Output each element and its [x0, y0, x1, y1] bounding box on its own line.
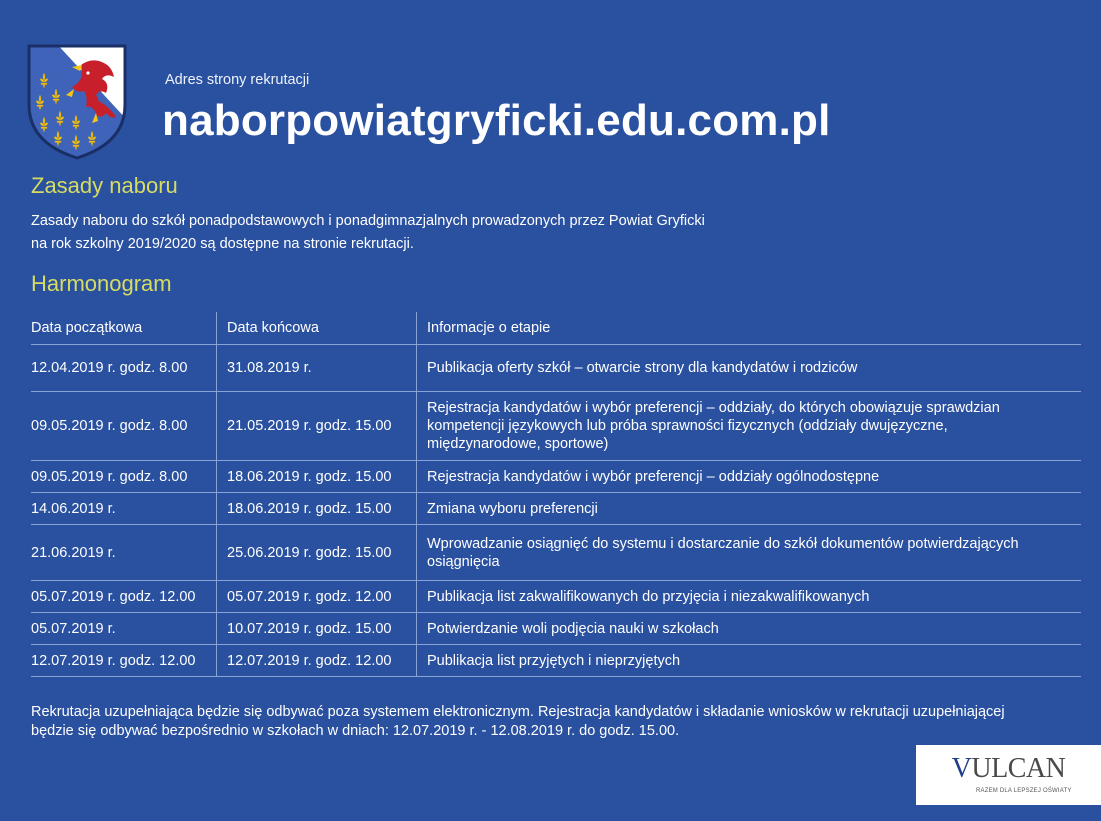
table-row [31, 525, 1081, 581]
table-row [31, 645, 1081, 677]
vulcan-logo [916, 745, 1101, 805]
vulcan-tagline: RAZEM DLA LEPSZEJ OŚWIATY [976, 788, 1072, 794]
rules-text [31, 210, 831, 256]
start-date-cell: 12.07.2019 r. godz. 12.00 [31, 645, 217, 677]
table-row [31, 392, 1081, 461]
column-header-start-date: Data początkowa [31, 312, 217, 345]
recruitment-url[interactable]: naborpowiatgryficki.edu.com.pl [162, 96, 831, 145]
start-date-cell: 05.07.2019 r. [31, 613, 217, 645]
footer-line: Rekrutacja uzupełniająca będzie się odbywać poza systemem elektronicznym. Rejestracja kandydatów i składanie wniosków w rekrutacji uzupełniającej [31, 704, 1005, 720]
stage-info-cell: Potwierdzanie woli podjęcia nauki w szkołach [417, 613, 1082, 645]
url-label: Adres strony rekrutacji [165, 72, 310, 88]
end-date-cell: 21.05.2019 r. godz. 15.00 [217, 392, 417, 461]
table-header-row [31, 312, 1081, 345]
end-date-cell: 18.06.2019 r. godz. 15.00 [217, 493, 417, 525]
rules-line: na rok szkolny 2019/2020 są dostępne na stronie rekrutacji. [31, 236, 414, 252]
stage-info-cell: Wprowadzanie osiągnięć do systemu i dostarczanie do szkół dokumentów potwierdzających osiągnięcia [417, 525, 1082, 581]
vulcan-logo-initial: V [951, 753, 972, 784]
start-date-cell: 05.07.2019 r. godz. 12.00 [31, 581, 217, 613]
end-date-cell: 12.07.2019 r. godz. 12.00 [217, 645, 417, 677]
stage-info-cell: Publikacja list przyjętych i nieprzyjętych [417, 645, 1082, 677]
footer-line: będzie się odbywać bezpośrednio w szkołach w dniach: 12.07.2019 r. - 12.08.2019 r. do godz. 15.00. [31, 723, 680, 739]
end-date-cell: 25.06.2019 r. godz. 15.00 [217, 525, 417, 581]
column-header-stage-info: Informacje o etapie [417, 312, 1082, 345]
stage-info-cell: Rejestracja kandydatów i wybór preferencji – oddziały, do których obowiązuje sprawdzian kompetencji językowych lub próba sprawności fizycznych (oddziały dwujęzyczne, międzynarodowe, sportowe) [417, 392, 1082, 461]
end-date-cell: 10.07.2019 r. godz. 15.00 [217, 613, 417, 645]
start-date-cell: 21.06.2019 r. [31, 525, 217, 581]
coat-of-arms-crest [26, 43, 128, 161]
table-row [31, 581, 1081, 613]
vulcan-logo-rest: ULCAN [971, 753, 1066, 784]
stage-info-cell: Zmiana wyboru preferencji [417, 493, 1082, 525]
rules-title: Zasady naboru [31, 173, 178, 198]
end-date-cell: 31.08.2019 r. [217, 345, 417, 392]
start-date-cell: 09.05.2019 r. godz. 8.00 [31, 461, 217, 493]
stage-info-cell: Publikacja oferty szkół – otwarcie strony dla kandydatów i rodziców [417, 345, 1082, 392]
start-date-cell: 09.05.2019 r. godz. 8.00 [31, 392, 217, 461]
table-row [31, 345, 1081, 392]
table-row [31, 493, 1081, 525]
supplementary-recruitment-note [31, 703, 1091, 741]
start-date-cell: 12.04.2019 r. godz. 8.00 [31, 345, 217, 392]
stage-info-cell: Publikacja list zakwalifikowanych do przyjęcia i niezakwalifikowanych [417, 581, 1082, 613]
stage-info-cell: Rejestracja kandydatów i wybór preferencji – oddziały ogólnodostępne [417, 461, 1082, 493]
table-row [31, 613, 1081, 645]
end-date-cell: 18.06.2019 r. godz. 15.00 [217, 461, 417, 493]
table-row [31, 461, 1081, 493]
schedule-title: Harmonogram [31, 271, 172, 296]
end-date-cell: 05.07.2019 r. godz. 12.00 [217, 581, 417, 613]
schedule-table [31, 312, 1081, 677]
start-date-cell: 14.06.2019 r. [31, 493, 217, 525]
vulcan-logo-name [916, 753, 1101, 785]
rules-line: Zasady naboru do szkół ponadpodstawowych i ponadgimnazjalnych prowadzonych przez Powiat Gryficki [31, 213, 705, 229]
column-header-end-date: Data końcowa [217, 312, 417, 345]
